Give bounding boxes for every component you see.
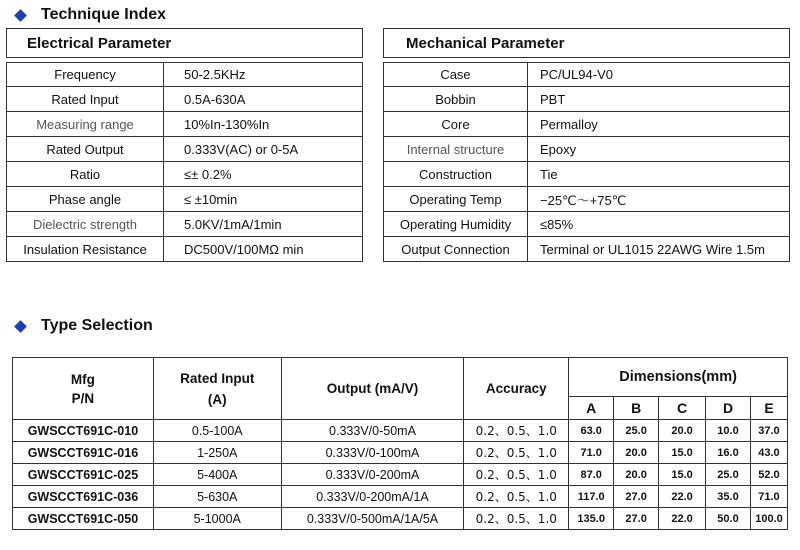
- dimension-cell: 20.0: [659, 420, 706, 442]
- dimension-cell: 10.0: [706, 420, 751, 442]
- accuracy-cell: 0.2、0.5、1.0: [464, 486, 569, 508]
- header-dimensions: Dimensions(mm): [569, 358, 788, 397]
- parameter-row: [6, 187, 363, 212]
- part-number-cell: GWSCCT691C-025: [13, 464, 154, 486]
- parameter-row: [383, 112, 790, 137]
- accuracy-cell: 0.2、0.5、1.0: [464, 508, 569, 530]
- parameter-row: [383, 162, 790, 187]
- header-rated-line2: (A): [207, 391, 227, 407]
- parameter-key: Operating Humidity: [383, 212, 527, 237]
- dimension-cell: 25.0: [706, 464, 751, 486]
- dimension-cell: 15.0: [659, 464, 706, 486]
- parameter-value: 50-2.5KHz: [163, 62, 363, 87]
- parameter-value: ≤± 0.2%: [163, 162, 363, 187]
- parameter-row: [383, 87, 790, 112]
- output-cell: 0.333V/0-200mA/1A: [281, 486, 464, 508]
- mechanical-parameter-table: [383, 28, 790, 262]
- dimension-cell: 50.0: [706, 508, 751, 530]
- dimension-cell: 63.0: [569, 420, 614, 442]
- parameter-key: Rated Input: [6, 87, 163, 112]
- technique-index-label: Technique Index: [41, 6, 167, 23]
- part-number-cell: GWSCCT691C-036: [13, 486, 154, 508]
- header-rated-input: [153, 358, 281, 420]
- accuracy-cell: 0.2、0.5、1.0: [464, 420, 569, 442]
- output-cell: 0.333V/0-500mA/1A/5A: [281, 508, 464, 530]
- dimension-cell: 25.0: [614, 420, 659, 442]
- parameter-row: [6, 62, 363, 87]
- parameter-value: Tie: [527, 162, 790, 187]
- parameter-row: [383, 137, 790, 162]
- parameter-key: Internal structure: [383, 137, 527, 162]
- table-row: [13, 464, 788, 486]
- dimension-cell: 52.0: [750, 464, 787, 486]
- dimension-cell: 71.0: [750, 486, 787, 508]
- parameter-value: −25℃～+75℃: [527, 187, 790, 212]
- header-dim-d: D: [706, 397, 751, 420]
- parameter-value: 10%In-130%In: [163, 112, 363, 137]
- dimension-cell: 100.0: [750, 508, 787, 530]
- parameter-value: Permalloy: [527, 112, 790, 137]
- parameter-value: ≤85%: [527, 212, 790, 237]
- type-selection-label: Type Selection: [41, 317, 153, 334]
- header-dim-c: C: [659, 397, 706, 420]
- dimension-cell: 22.0: [659, 508, 706, 530]
- dimension-cell: 15.0: [659, 442, 706, 464]
- type-selection-title: [14, 317, 153, 335]
- parameter-key: Insulation Resistance: [6, 237, 163, 262]
- output-cell: 0.333V/0-50mA: [281, 420, 464, 442]
- parameter-value: DC500V/100MΩ min: [163, 237, 363, 262]
- parameter-key: Construction: [383, 162, 527, 187]
- parameter-key: Output Connection: [383, 237, 527, 262]
- header-mfg: Mfg: [70, 371, 95, 387]
- part-number-cell: GWSCCT691C-050: [13, 508, 154, 530]
- header-dim-e: E: [750, 397, 787, 420]
- parameter-key: Dielectric strength: [6, 212, 163, 237]
- parameter-row: [6, 87, 363, 112]
- dimension-cell: 87.0: [569, 464, 614, 486]
- parameter-row: [383, 187, 790, 212]
- parameter-value: 0.333V(AC) or 0-5A: [163, 137, 363, 162]
- output-cell: 0.333V/0-200mA: [281, 464, 464, 486]
- parameter-row: [383, 212, 790, 237]
- dimension-cell: 20.0: [614, 442, 659, 464]
- parameter-key: Ratio: [6, 162, 163, 187]
- header-dim-b: B: [614, 397, 659, 420]
- parameter-row: [6, 162, 363, 187]
- rated-input-cell: 0.5-100A: [153, 420, 281, 442]
- rated-input-cell: 5-1000A: [153, 508, 281, 530]
- parameter-row: [383, 237, 790, 262]
- rated-input-cell: 5-630A: [153, 486, 281, 508]
- table-row: [13, 486, 788, 508]
- dimension-cell: 16.0: [706, 442, 751, 464]
- parameter-value: 0.5A-630A: [163, 87, 363, 112]
- parameter-row: [6, 237, 363, 262]
- accuracy-cell: 0.2、0.5、1.0: [464, 442, 569, 464]
- diamond-bullet-icon: [14, 320, 27, 333]
- table-row: [13, 442, 788, 464]
- dimension-cell: 27.0: [614, 508, 659, 530]
- parameter-key: Phase angle: [6, 187, 163, 212]
- electrical-parameter-header: Electrical Parameter: [6, 28, 363, 58]
- header-output: Output (mA/V): [281, 358, 464, 420]
- dimension-cell: 37.0: [750, 420, 787, 442]
- header-mfg-pn: [13, 358, 154, 420]
- dimension-cell: 35.0: [706, 486, 751, 508]
- parameter-value: Epoxy: [527, 137, 790, 162]
- dimension-cell: 20.0: [614, 464, 659, 486]
- type-selection-table: [12, 357, 788, 530]
- parameter-key: Measuring range: [6, 112, 163, 137]
- part-number-cell: GWSCCT691C-010: [13, 420, 154, 442]
- rated-input-cell: 1-250A: [153, 442, 281, 464]
- table-row: [13, 508, 788, 530]
- dimension-cell: 117.0: [569, 486, 614, 508]
- parameter-value: PBT: [527, 87, 790, 112]
- output-cell: 0.333V/0-100mA: [281, 442, 464, 464]
- header-pn: P/N: [71, 390, 95, 406]
- technique-index-title: [14, 6, 166, 24]
- dimension-cell: 135.0: [569, 508, 614, 530]
- parameter-value: PC/UL94-V0: [527, 62, 790, 87]
- parameter-row: [6, 212, 363, 237]
- parameter-value: ≤ ±10min: [163, 187, 363, 212]
- parameter-key: Rated Output: [6, 137, 163, 162]
- parameter-row: [6, 137, 363, 162]
- dimension-cell: 43.0: [750, 442, 787, 464]
- parameter-value: 5.0KV/1mA/1min: [163, 212, 363, 237]
- parameter-key: Case: [383, 62, 527, 87]
- part-number-cell: GWSCCT691C-016: [13, 442, 154, 464]
- parameter-value: Terminal or UL1015 22AWG Wire 1.5m: [527, 237, 790, 262]
- table-row: [13, 420, 788, 442]
- accuracy-cell: 0.2、0.5、1.0: [464, 464, 569, 486]
- parameter-key: Frequency: [6, 62, 163, 87]
- rated-input-cell: 5-400A: [153, 464, 281, 486]
- electrical-parameter-table: [6, 28, 363, 262]
- parameter-key: Core: [383, 112, 527, 137]
- dimension-cell: 22.0: [659, 486, 706, 508]
- parameter-row: [6, 112, 363, 137]
- mechanical-parameter-header: Mechanical Parameter: [383, 28, 790, 58]
- parameter-key: Bobbin: [383, 87, 527, 112]
- header-rated-line1: Rated Input: [180, 370, 255, 386]
- parameter-row: [383, 62, 790, 87]
- parameter-key: Operating Temp: [383, 187, 527, 212]
- dimension-cell: 27.0: [614, 486, 659, 508]
- dimension-cell: 71.0: [569, 442, 614, 464]
- header-accuracy: Accuracy: [464, 358, 569, 420]
- diamond-bullet-icon: [14, 9, 27, 22]
- header-dim-a: A: [569, 397, 614, 420]
